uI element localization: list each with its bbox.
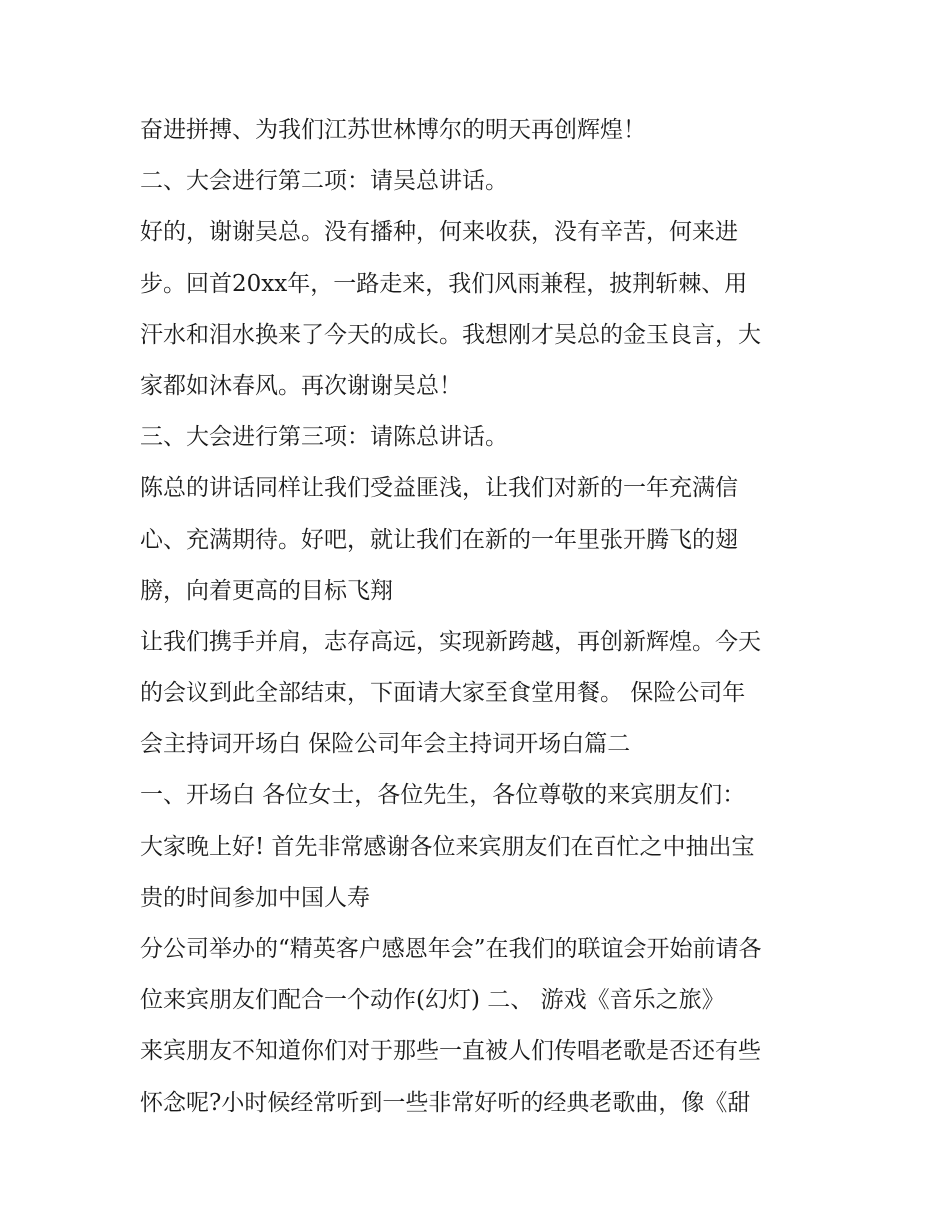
text-line: 奋进拼搏、为我们江苏世林博尔的明天再创辉煌！ [140, 117, 646, 143]
text-line: 陈总的讲话同样让我们受益匪浅，让我们对新的一年充满信 [140, 475, 738, 502]
text-line: 心、充满期待。好吧，就让我们在新的一年里张开腾飞的翅 [140, 526, 738, 553]
text-line: 膀，向着更高的目标飞翔 [140, 577, 393, 604]
text-line: 贵的时间参加中国人寿 [140, 884, 370, 911]
text-line: 三、大会进行第三项：请陈总讲话。 [140, 424, 508, 451]
text-line: 会主持词开场白 保险公司年会主持词开场白篇二 [140, 731, 631, 758]
document-body [140, 105, 830, 1129]
text-line: 大家晚上好! 首先非常感谢各位来宾朋友们在百忙之中抽出宝 [140, 833, 755, 860]
text-line: 步。回首20xx年，一路走来，我们风雨兼程，披荆斩棘、用 [140, 270, 748, 297]
text-line: 分公司举办的“精英客户感恩年会”在我们的联谊会开始前请各 [140, 936, 762, 962]
text-line: 让我们携手并肩，志存高远，实现新跨越，再创新辉煌。今天 [140, 628, 761, 655]
text-line: 位来宾朋友们配合一个动作(幻灯) 二、 游戏《音乐之旅》 [140, 987, 725, 1014]
text-line: 好的，谢谢吴总。没有播种，何来收获，没有辛苦，何来进 [140, 219, 738, 246]
text-line: 一、开场白 各位女士，各位先生，各位尊敬的来宾朋友们： [140, 782, 746, 809]
text-line: 来宾朋友不知道你们对于那些一直被人们传唱老歌是否还有些 [140, 1038, 761, 1065]
text-line: 的会议到此全部结束，下面请大家至食堂用餐。 保险公司年 [140, 680, 746, 707]
text-line: 汗水和泪水换来了今天的成长。我想刚才吴总的金玉良言，大 [140, 321, 761, 348]
text-line: 二、大会进行第二项：请吴总讲话。 [140, 168, 508, 195]
text-line: 家都如沐春风。再次谢谢吴总！ [140, 372, 462, 399]
text-line: 怀念呢?小时候经常听到一些非常好听的经典老歌曲，像《甜 [140, 1089, 751, 1116]
